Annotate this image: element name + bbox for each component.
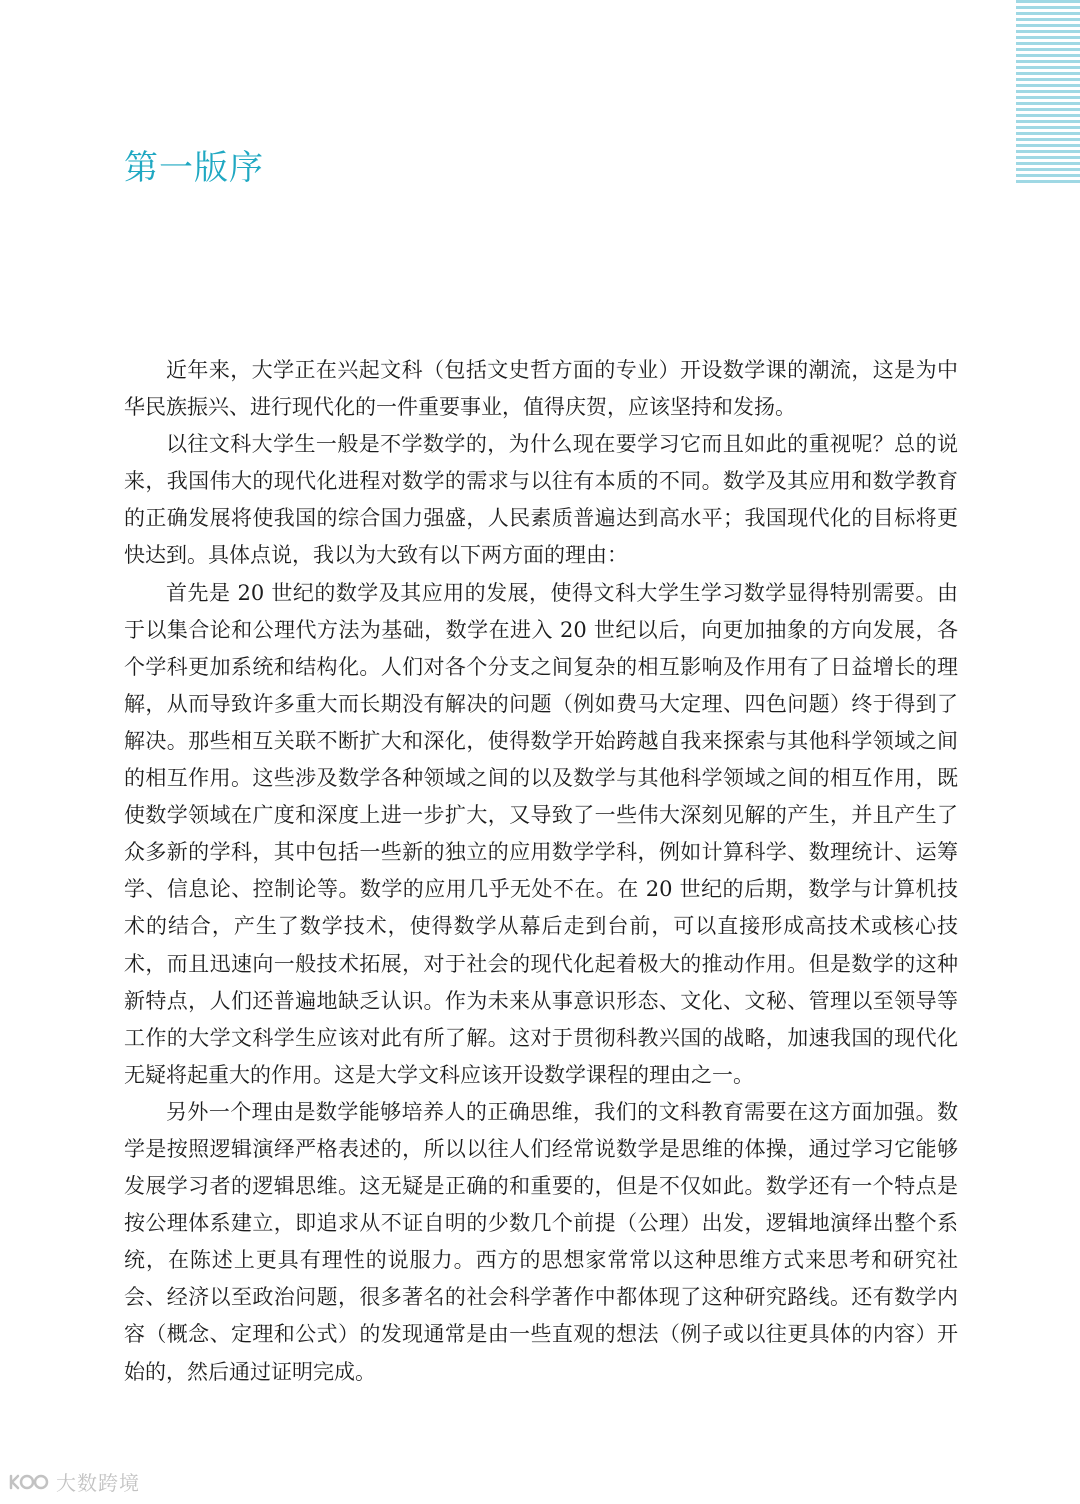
paragraph-1: 近年来，大学正在兴起文科（包括文史哲方面的专业）开设数学课的潮流，这是为中华民族振兴、进行现代化的一件重要事业，值得庆贺，应该坚持和发扬。 xyxy=(124,358,958,420)
paragraph-4: 另外一个理由是数学能够培养人的正确思维，我们的文科教育需要在这方面加强。数学是按照逻辑演绎严格表述的，所以以往人们经常说数学是思维的体操，通过学习它能够发展学习者的逻辑思维。这无疑是正确的和重要的，但是不仅如此。数学还有一个特点是按公理体系建立，即追求从不证自明的少数几个前提（公理）出发，逻辑地演绎出整个系统，在陈述上更具有理性的说服力。西方的思想家常常以这种思维方式来思考和研究社会、经济以至政治问题，很多著名的社会科学著作中都体现了这种研究路线。还有数学内容（概念、定理和公式）的发现通常是由一些直观的想法（例子或以往更具体的内容）开始的，然后通过证明完成。 xyxy=(124,1099,958,1384)
paragraph-2: 以往文科大学生一般是不学数学的，为什么现在要学习它而且如此的重视呢？总的说来，我国伟大的现代化进程对数学的需求与以往有本质的不同。数学及其应用和数学教育的正确发展将使我国的综合国力强盛，人民素质普遍达到高水平；我国现代化的目标将更快达到。具体点说，我以为大致有以下两方面的理由： xyxy=(124,432,958,568)
paragraph-3: 首先是 20 世纪的数学及其应用的发展，使得文科大学生学习数学显得特别需要。由于以集合论和公理代方法为基础，数学在进入 20 世纪以后，向更加抽象的方向发展，各个学科更加系统和结构化。人们对各个分支之间复杂的相互影响及作用有了日益增长的理解，从而导致许多重大而长期没有解决的问题（例如费马大定理、四色问题）终于得到了解决。那些相互关联不断扩大和深化，使得数学开始跨越自我来探索与其他科学领域之间的相互作用。这些涉及数学各种领域之间的以及数学与其他科学领域之间的相互作用，既使数学领域在广度和深度上进一步扩大，又导致了一些伟大深刻见解的产生，并且产生了众多新的学科，其中包括一些新的独立的应用数学学科，例如计算科学、数理统计、运筹学、信息论、控制论等。数学的应用几乎无处不在。在 20 世纪的后期，数学与计算机技术的结合，产生了数学技术，使得数学从幕后走到台前，可以直接形成高技术或核心技术，而且迅速向一般技术拓展，对于社会的现代化起着极大的推动作用。但是数学的这种新特点，人们还普遍地缺乏认识。作为未来从事意识形态、文化、文秘、管理以至领导等工作的大学文科学生应该对此有所了解。这对于贯彻科教兴国的战略，加速我国的现代化无疑将起重大的作用。这是大学文科应该开设数学课程的理由之一。 xyxy=(124,580,958,1087)
watermark xyxy=(8,1467,140,1496)
body-text xyxy=(124,352,958,1391)
watermark-text: 大数跨境 xyxy=(56,1471,140,1495)
watermark-logo-icon xyxy=(8,1471,50,1493)
page-title: 第一版序 xyxy=(124,148,264,188)
corner-stripe-decoration xyxy=(1016,0,1080,186)
